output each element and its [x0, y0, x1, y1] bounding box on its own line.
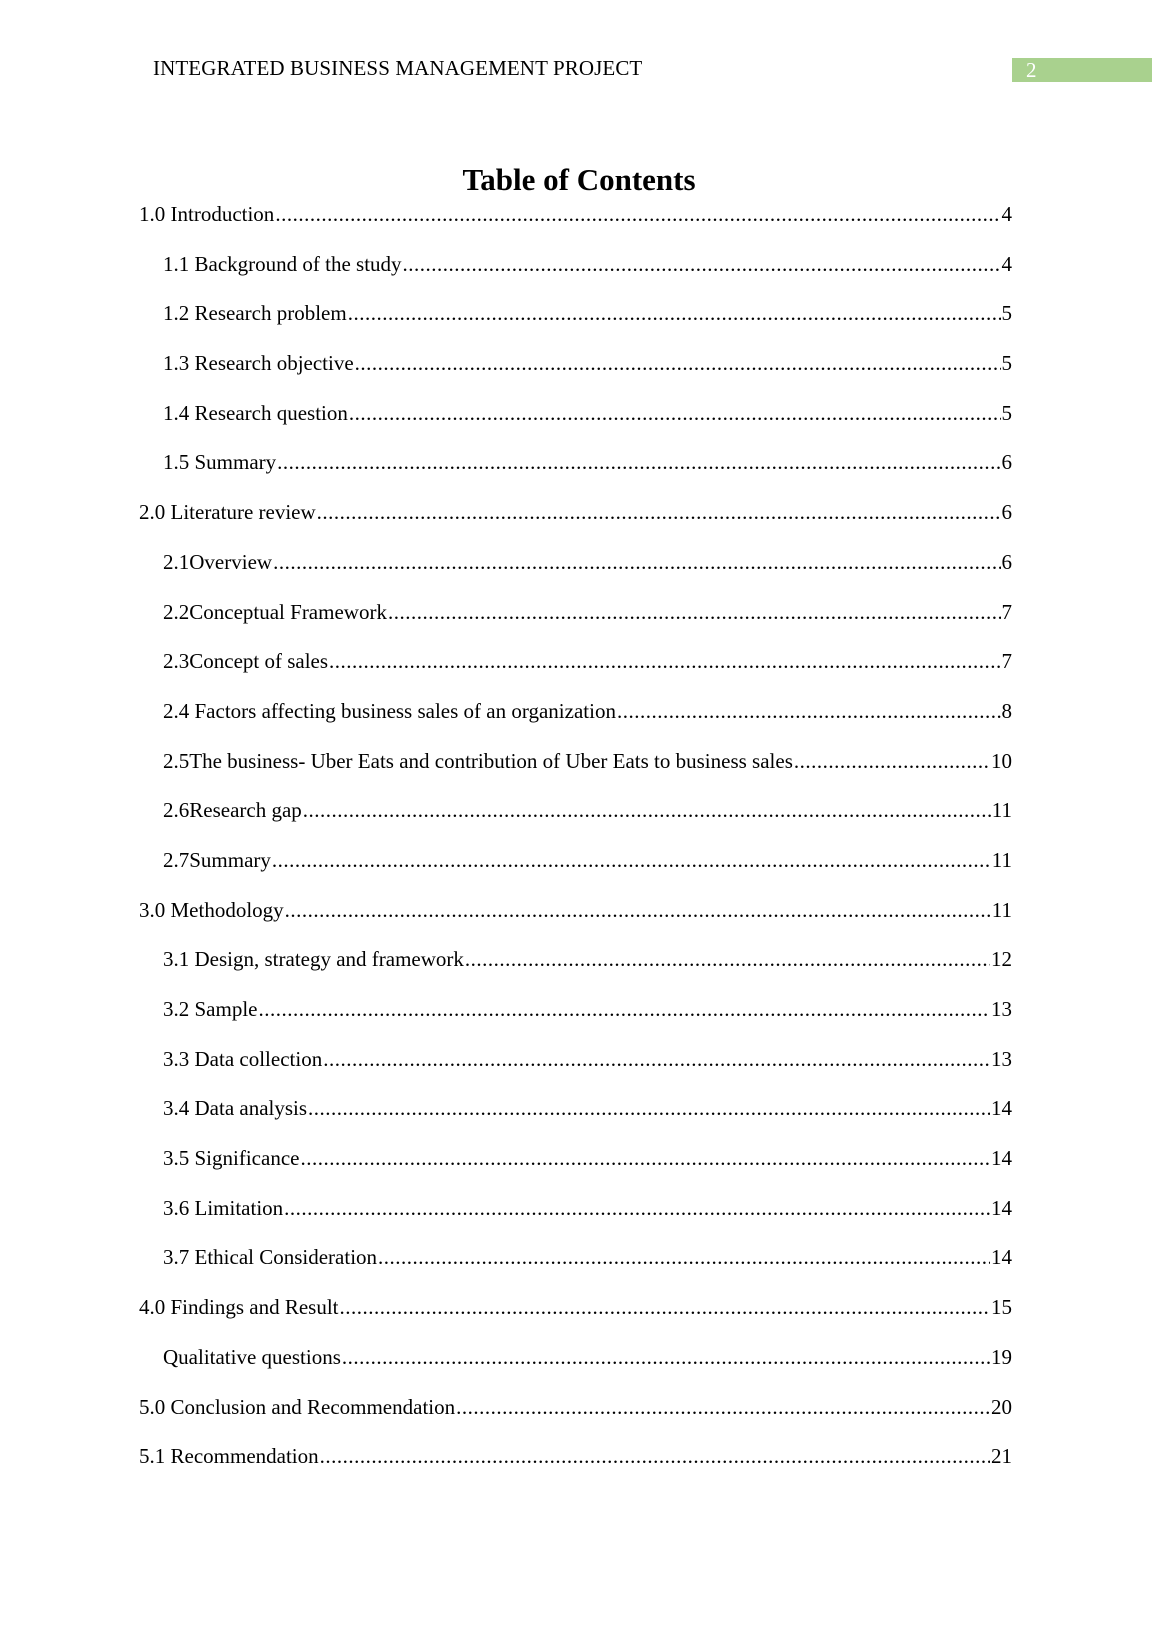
toc-entry[interactable] [139, 1093, 1012, 1143]
toc-entry-label: Qualitative questions [163, 1344, 341, 1369]
toc-entry-label: 2.7Summary [163, 847, 271, 872]
toc-entry-page-number: 4 [1001, 251, 1012, 276]
toc-entry-label: 1.1 Background of the study [163, 251, 402, 276]
toc-entry-label: 2.1Overview [163, 549, 273, 574]
toc-entry-page-number: 14 [991, 1146, 1012, 1171]
toc-dot-leader [308, 1093, 990, 1124]
toc-entry-label: 2.0 Literature review [139, 500, 316, 525]
toc-entry-page-number: 6 [1001, 500, 1012, 525]
toc-dot-leader [456, 1392, 990, 1423]
toc-entry-label: 2.5The business- Uber Eats and contribution of Uber Eats to business sales [163, 748, 793, 773]
toc-dot-leader [329, 646, 1000, 677]
toc-entry-page-number: 20 [991, 1394, 1012, 1419]
toc-entry-label: 3.7 Ethical Consideration [163, 1245, 378, 1270]
toc-entry-page-number: 12 [991, 947, 1012, 972]
toc-entry-label: 4.0 Findings and Result [139, 1295, 339, 1320]
toc-entry-label: 2.6Research gap [163, 798, 302, 823]
toc-entry[interactable] [139, 447, 1012, 497]
toc-entry-page-number: 14 [991, 1245, 1012, 1270]
toc-dot-leader [617, 696, 1001, 727]
toc-entry[interactable] [139, 1292, 1012, 1342]
toc-entry-label: 3.2 Sample [163, 997, 258, 1021]
toc-entry-page-number: 5 [1001, 351, 1012, 376]
toc-entry[interactable] [139, 348, 1012, 398]
toc-dot-leader [275, 199, 1000, 230]
toc-entry-page-number: 7 [1001, 599, 1012, 624]
toc-entry[interactable] [139, 646, 1012, 696]
toc-entry[interactable] [139, 1193, 1012, 1243]
toc-entry[interactable] [139, 1441, 1012, 1491]
toc-entry[interactable] [139, 944, 1012, 994]
toc-dot-leader [348, 298, 1001, 329]
toc-entry[interactable] [139, 994, 1012, 1044]
toc-dot-leader [320, 1441, 990, 1472]
toc-entry-label: 1.3 Research objective [163, 351, 354, 376]
toc-entry-label: 1.4 Research question [163, 400, 348, 425]
toc-entry-label: 2.4 Factors affecting business sales of an organization [163, 698, 616, 723]
toc-entry[interactable] [139, 845, 1012, 895]
toc-entry-label: 1.5 Summary [163, 450, 277, 475]
toc-entry-page-number: 19 [991, 1344, 1012, 1369]
toc-entry-label: 5.0 Conclusion and Recommendation [139, 1394, 456, 1419]
page-number: 2 [1012, 58, 1152, 82]
toc-entry-page-number: 14 [991, 1096, 1012, 1121]
toc-entry-label: 3.1 Design, strategy and framework [163, 947, 464, 972]
table-of-contents [139, 199, 1012, 1491]
toc-dot-leader [300, 1143, 990, 1174]
toc-entry[interactable] [139, 1044, 1012, 1094]
toc-entry-page-number: 4 [1001, 202, 1012, 226]
toc-dot-leader [259, 994, 991, 1025]
toc-entry-page-number: 13 [991, 997, 1012, 1021]
toc-dot-leader [342, 1342, 990, 1373]
toc-dot-leader [285, 895, 991, 926]
toc-entry[interactable] [139, 398, 1012, 448]
toc-entry-page-number: 5 [1001, 400, 1012, 425]
toc-entry-page-number: 10 [991, 748, 1012, 773]
toc-dot-leader [355, 348, 1001, 379]
toc-entry[interactable] [139, 1143, 1012, 1193]
toc-dot-leader [273, 547, 1000, 578]
toc-entry-label: 3.6 Limitation [163, 1195, 284, 1220]
toc-dot-leader [284, 1193, 990, 1224]
toc-entry-page-number: 14 [991, 1195, 1012, 1220]
toc-title: Table of Contents [462, 162, 696, 197]
toc-entry-page-number: 15 [991, 1295, 1012, 1320]
toc-dot-leader [378, 1242, 990, 1273]
toc-dot-leader [317, 497, 1001, 528]
toc-entry[interactable] [139, 497, 1012, 547]
toc-entry-label: 3.0 Methodology [139, 897, 284, 922]
toc-entry[interactable] [139, 298, 1012, 348]
toc-entry[interactable] [139, 1342, 1012, 1392]
toc-dot-leader [403, 249, 1001, 280]
toc-entry-page-number: 11 [991, 847, 1012, 872]
toc-dot-leader [388, 597, 1001, 628]
toc-entry[interactable] [139, 746, 1012, 796]
toc-entry-page-number: 21 [991, 1444, 1012, 1469]
toc-entry-label: 3.4 Data analysis [163, 1096, 308, 1121]
toc-entry-label: 2.3Concept of sales [163, 649, 329, 674]
toc-dot-leader [794, 746, 990, 777]
toc-entry[interactable] [139, 1242, 1012, 1292]
toc-entry-page-number: 7 [1001, 649, 1012, 674]
toc-entry-page-number: 6 [1001, 450, 1012, 475]
toc-entry-label: 5.1 Recommendation [139, 1444, 319, 1469]
toc-entry-label: 3.5 Significance [163, 1146, 300, 1171]
toc-entry[interactable] [139, 547, 1012, 597]
toc-entry[interactable] [139, 249, 1012, 299]
toc-dot-leader [465, 944, 990, 975]
toc-dot-leader [349, 398, 1001, 429]
toc-entry-label: 2.2Conceptual Framework [163, 599, 387, 624]
toc-entry[interactable] [139, 597, 1012, 647]
toc-dot-leader [303, 795, 991, 826]
toc-entry-page-number: 13 [991, 1046, 1012, 1071]
toc-entry[interactable] [139, 795, 1012, 845]
running-header: INTEGRATED BUSINESS MANAGEMENT PROJECT [153, 56, 643, 80]
toc-entry-label: 1.0 Introduction [139, 202, 275, 226]
toc-entry[interactable] [139, 199, 1012, 249]
toc-entry-page-number: 8 [1001, 698, 1012, 723]
toc-entry[interactable] [139, 696, 1012, 746]
toc-entry-page-number: 11 [991, 798, 1012, 823]
toc-dot-leader [277, 447, 1000, 478]
toc-entry[interactable] [139, 1392, 1012, 1442]
toc-entry-page-number: 6 [1001, 549, 1012, 574]
toc-entry[interactable] [139, 895, 1012, 945]
toc-entry-page-number: 5 [1001, 301, 1012, 326]
toc-entry-label: 1.2 Research problem [163, 301, 347, 326]
toc-dot-leader [323, 1044, 990, 1075]
toc-entry-page-number: 11 [991, 897, 1012, 922]
toc-entry-label: 3.3 Data collection [163, 1046, 323, 1071]
toc-dot-leader [272, 845, 991, 876]
toc-dot-leader [340, 1292, 990, 1323]
